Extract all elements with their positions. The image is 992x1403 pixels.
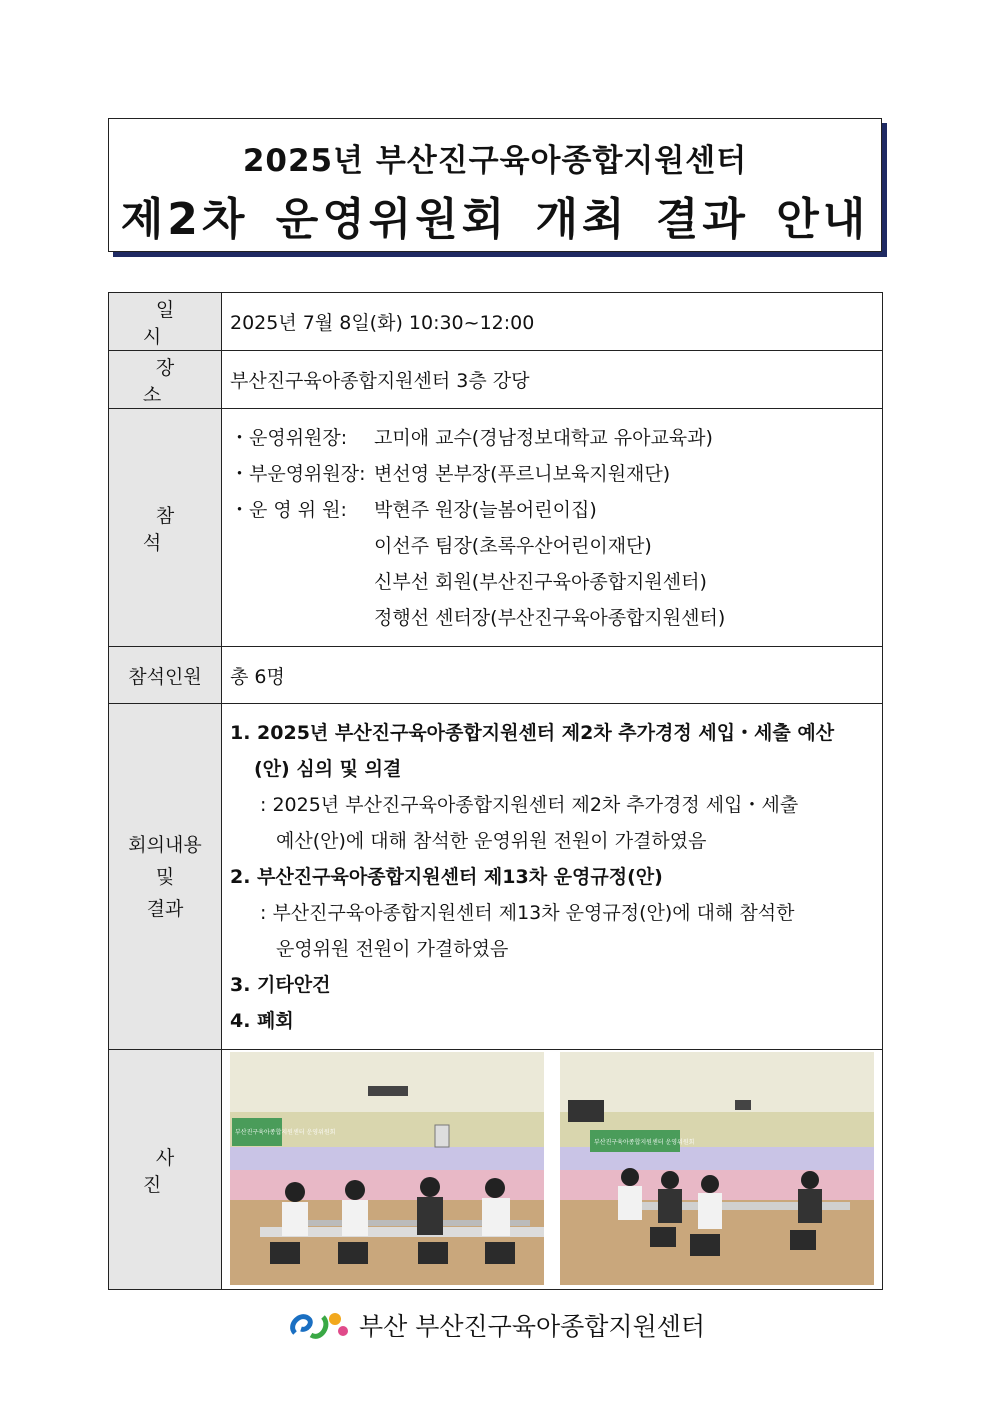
item-1-title-cont: (안) 심의 및 의결 bbox=[254, 757, 402, 780]
item-2-desc-cont: 운영위원 전원이 가결하였음 bbox=[276, 937, 509, 960]
title-box bbox=[108, 118, 882, 252]
name-vice: 변선영 본부장(푸르니보육지원재단) bbox=[374, 462, 671, 485]
label-date: 일 시 bbox=[109, 293, 222, 351]
value-photos bbox=[222, 1050, 883, 1290]
role-members: ・운 영 위 원: bbox=[230, 498, 347, 521]
title-line-2: 제2차 운영위원회 개최 결과 안내 bbox=[120, 194, 870, 245]
info-table bbox=[108, 292, 883, 1290]
meeting-photo-1 bbox=[230, 1052, 544, 1285]
value-date: 2025년 7월 8일(화) 10:30~12:00 bbox=[222, 293, 883, 351]
row-photos bbox=[109, 1050, 883, 1290]
attendee-chair bbox=[230, 420, 882, 456]
item-3-title: 3. 기타안건 bbox=[230, 973, 331, 996]
org-logo-icon bbox=[287, 1305, 351, 1345]
name-member-2: 이선주 팀장(초록우산어린이재단) bbox=[374, 534, 652, 557]
photo-2-banner: 부산진구육아종합지원센터 운영위원회 bbox=[594, 1139, 695, 1146]
row-attendees bbox=[109, 409, 883, 647]
photo-1-banner: 부산진구육아종합지원센터 운영위원회 bbox=[235, 1129, 336, 1136]
value-place: 부산진구육아종합지원센터 3층 강당 bbox=[222, 351, 883, 409]
row-date bbox=[109, 293, 883, 351]
item-2-desc: : 부산진구육아종합지원센터 제13차 운영규정(안)에 대해 참석한 bbox=[260, 901, 795, 924]
meeting-photo-2 bbox=[560, 1052, 874, 1285]
label-photos: 사 진 bbox=[109, 1050, 222, 1290]
item-1-desc: : 2025년 부산진구육아종합지원센터 제2차 추가경정 세입・세출 bbox=[260, 793, 799, 816]
item-1-desc-cont: 예산(안)에 대해 참석한 운영위원 전원이 가결하였음 bbox=[276, 829, 707, 852]
value-attendees bbox=[222, 409, 883, 647]
label-place: 장 소 bbox=[109, 351, 222, 409]
value-count: 총 6명 bbox=[222, 647, 883, 704]
name-member-3: 신부선 회원(부산진구육아종합지원센터) bbox=[374, 570, 707, 593]
title-line-1: 2025년 부산진구육아종합지원센터 bbox=[242, 143, 748, 179]
row-count bbox=[109, 647, 883, 704]
item-1-title: 1. 2025년 부산진구육아종합지원센터 제2차 추가경정 세입・세출 예산 bbox=[230, 721, 835, 744]
footer-org-name: 부산 부산진구육아종합지원센터 bbox=[358, 1312, 706, 1341]
label-attendees: 참 석 bbox=[109, 409, 222, 647]
attendee-vice bbox=[230, 456, 882, 492]
label-count: 참석인원 bbox=[109, 647, 222, 704]
value-content bbox=[222, 704, 883, 1050]
name-member-1: 박현주 원장(늘봄어린이집) bbox=[374, 498, 597, 521]
row-content bbox=[109, 704, 883, 1050]
role-vice: ・부운영위원장: bbox=[230, 462, 366, 485]
item-2-title: 2. 부산진구육아종합지원센터 제13차 운영규정(안) bbox=[230, 865, 663, 888]
name-member-4: 정행선 센터장(부산진구육아종합지원센터) bbox=[374, 606, 726, 629]
attendee-member-1 bbox=[230, 492, 882, 528]
footer bbox=[0, 1305, 992, 1345]
row-place bbox=[109, 351, 883, 409]
label-content: 회의내용 및 결과 bbox=[109, 704, 222, 1050]
name-chair: 고미애 교수(경남정보대학교 유아교육과) bbox=[374, 426, 713, 449]
role-chair: ・운영위원장: bbox=[230, 426, 348, 449]
item-4-title: 4. 폐회 bbox=[230, 1009, 294, 1032]
